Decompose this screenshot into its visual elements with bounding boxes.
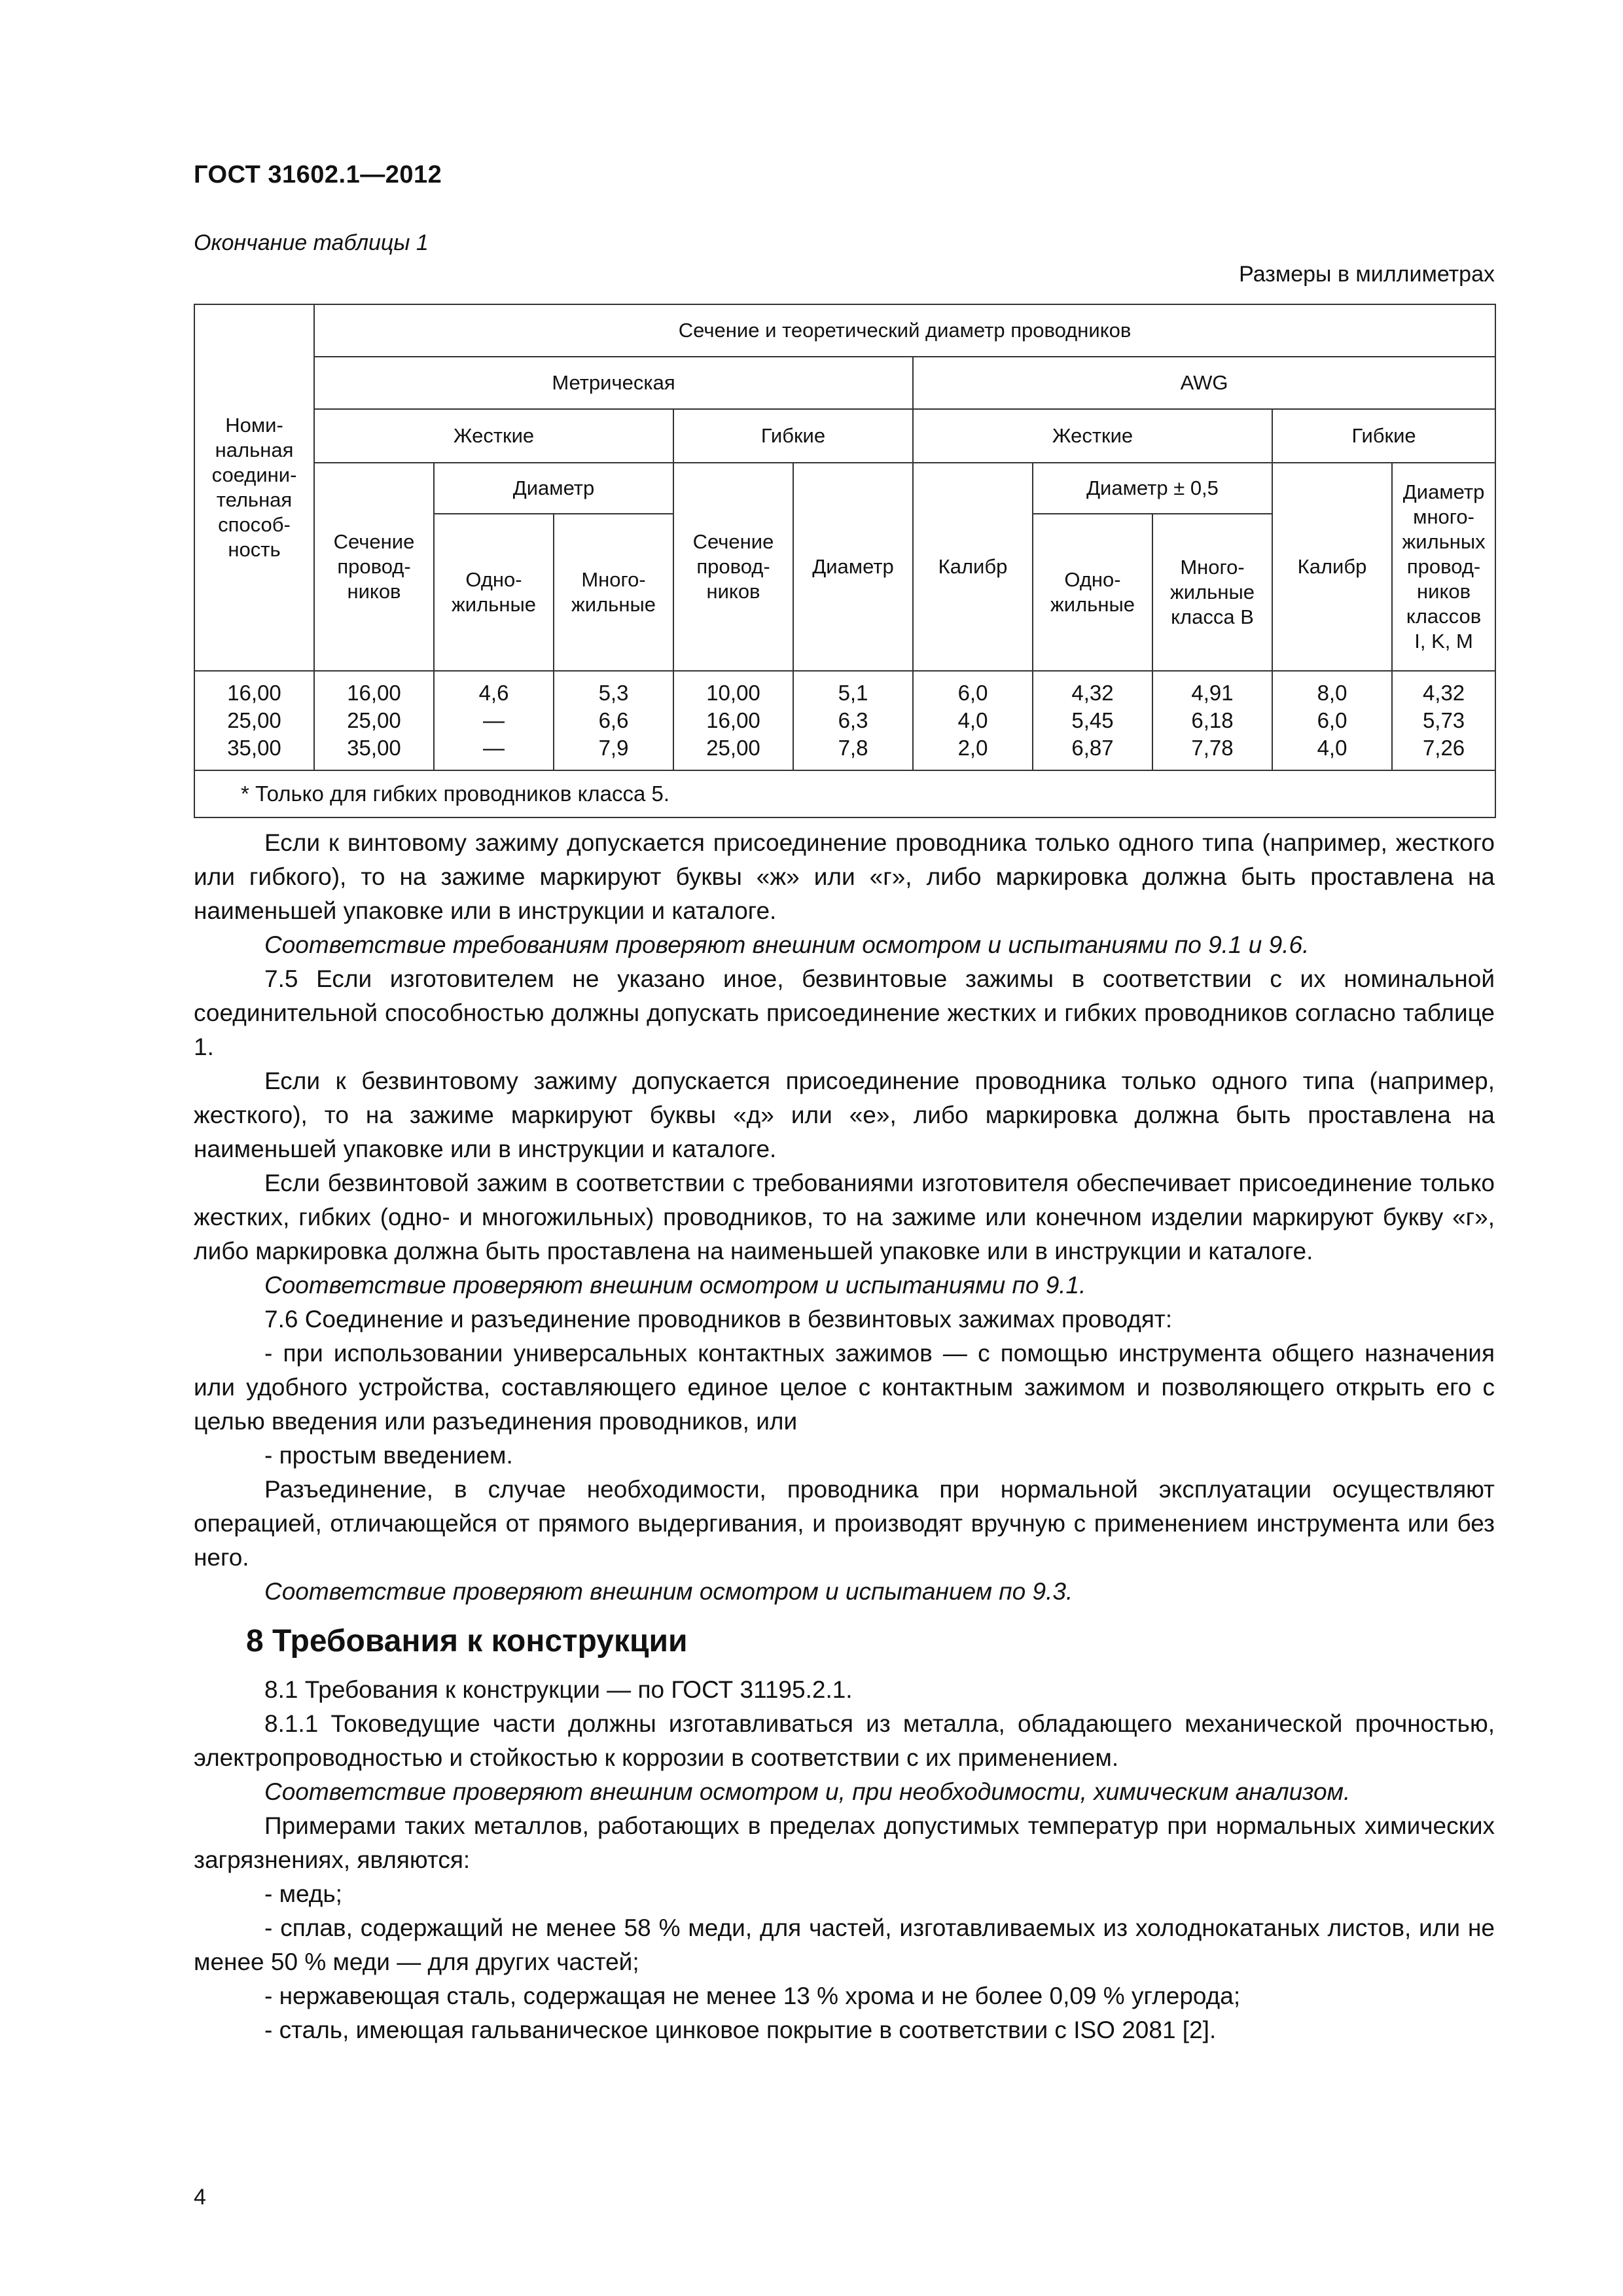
table-units: Размеры в миллиметрах: [1239, 262, 1495, 287]
section-heading: 8 Требования к конструкции: [246, 1624, 688, 1659]
cell-line: соедини-: [211, 463, 297, 486]
cell-line: ников: [347, 580, 401, 603]
cell-line: 5,73: [1422, 708, 1465, 732]
header-rigid-diameter: Диаметр: [434, 463, 673, 514]
table-cell: [913, 671, 1033, 770]
paragraph: Разъединение, в случае необходимости, проводника при нормальной эксплуатации осуществляют операцией, отличающейся от прямого выдергивания, и производят вручную с применением инструмента или без него.: [194, 1476, 1495, 1571]
header-multi-core: [554, 514, 673, 671]
paragraph: 8.1 Требования к конструкции — по ГОСТ 31195.2.1.: [264, 1676, 853, 1703]
cell-line: 4,6: [478, 681, 509, 705]
cell-line: жильные: [1050, 593, 1135, 616]
cell-line: ников: [1417, 580, 1471, 603]
header-awg-single-core: [1033, 514, 1152, 671]
header-section-title: Сечение и теоретический диаметр проводников: [314, 304, 1495, 357]
cell-line: жильные: [1170, 581, 1255, 603]
paragraph: 7.5 Если изготовителем не указано иное, безвинтовые зажимы в соответствии с их номинальной соединительной способностью должны допускать присоединение жестких и гибких проводников согласно таблице 1.: [194, 965, 1495, 1060]
table-cell: [673, 671, 793, 770]
cell-line: 8,0: [1317, 681, 1347, 705]
cell-line: Много-: [1180, 556, 1245, 579]
cell-line: 4,0: [1317, 736, 1347, 760]
document-code: ГОСТ 31602.1—2012: [194, 161, 442, 188]
paragraph: - медь;: [264, 1880, 342, 1907]
paragraph: - простым введением.: [264, 1442, 513, 1469]
header-awg-diameter-tol: Диаметр ± 0,5: [1033, 463, 1272, 514]
cell-line: 7,9: [598, 736, 629, 760]
table-cell: [1152, 671, 1272, 770]
header-metric: Метрическая: [314, 357, 913, 409]
cell-line: провод-: [1406, 555, 1481, 578]
cell-line: Диаметр: [1402, 480, 1485, 503]
cell-line: 25,00: [706, 736, 760, 760]
header-rigid-section: [314, 463, 434, 671]
header-single-core: [434, 514, 554, 671]
cell-line: Одно-: [1064, 568, 1121, 591]
paragraph: - нержавеющая сталь, содержащая не менее 13 % хрома и не более 0,09 % углерода;: [264, 1982, 1241, 2009]
cell-line: 5,45: [1071, 708, 1114, 732]
header-awg: AWG: [913, 357, 1495, 409]
header-flex-diameter: Диаметр: [793, 463, 913, 671]
cell-line: способ-: [218, 513, 291, 536]
paragraph: Соответствие требованиям проверяют внешним осмотром и испытаниями по 9.1 и 9.6.: [264, 931, 1310, 958]
cell-line: классов: [1406, 605, 1482, 628]
paragraph: - сплав, содержащий не менее 58 % меди, для частей, изготавливаемых из холоднокатаных листов, или не менее 50 % меди — для других частей;: [194, 1914, 1495, 1975]
header-awg-rigid: Жесткие: [913, 409, 1272, 463]
cell-line: —: [483, 736, 505, 760]
cell-line: 5,3: [598, 681, 629, 705]
paragraph: Соответствие проверяют внешним осмотром и, при необходимости, химическим анализом.: [264, 1778, 1351, 1805]
cell-line: 6,6: [598, 708, 629, 732]
header-flex-section: [673, 463, 793, 671]
header-nominal: [194, 304, 314, 671]
cell-line: провод-: [337, 555, 411, 578]
table-caption: Окончание таблицы 1: [194, 230, 429, 255]
cell-line: 2,0: [957, 736, 988, 760]
header-metric-flexible: Гибкие: [673, 409, 913, 463]
paragraph: 8.1.1 Токоведущие части должны изготавливаться из металла, обладающего механической прочностью, электропроводностью и стойкостью к коррозии в соответствии с их применением.: [194, 1710, 1495, 1771]
header-awg-rigid-gauge: Калибр: [913, 463, 1033, 671]
table-cell: [793, 671, 913, 770]
cell-line: 5,1: [838, 681, 868, 705]
table-cell: [554, 671, 673, 770]
cell-line: тельная: [216, 488, 293, 511]
cell-line: Сечение: [333, 530, 415, 553]
cell-line: жильные: [452, 593, 536, 616]
paragraph: Если к винтовому зажиму допускается присоединение проводника только одного типа (например, жесткого или гибкого), то на зажиме маркируют буквы «ж» или «г», либо маркировка должна быть проставлена на наименьшей упаковке или в инструкции и каталоге.: [194, 829, 1495, 924]
cell-line: 16,00: [227, 681, 281, 705]
cell-line: ность: [228, 538, 281, 561]
cell-line: ников: [706, 580, 760, 603]
cell-line: 4,91: [1191, 681, 1234, 705]
header-awg-flexible: Гибкие: [1272, 409, 1495, 463]
cell-line: 7,26: [1422, 736, 1465, 760]
paragraph: Если к безвинтовому зажиму допускается присоединение проводника только одного типа (например, жесткого), то на зажиме маркируют буквы «д» или «е», либо маркировка должна быть проставлена на наименьшей упаковке или в инструкции и каталоге.: [194, 1067, 1495, 1162]
cell-line: 25,00: [227, 708, 281, 732]
cell-line: 25,00: [347, 708, 401, 732]
cell-line: —: [483, 708, 505, 732]
table-data-row: [194, 671, 1495, 770]
cell-line: Одно-: [465, 568, 522, 591]
table-cell: [194, 671, 314, 770]
cell-line: 6,18: [1191, 708, 1234, 732]
cell-line: 6,0: [957, 681, 988, 705]
header-awg-flex-diameter: [1392, 463, 1495, 671]
cell-line: 7,8: [838, 736, 868, 760]
table-cell: [1272, 671, 1392, 770]
table-cell: [1392, 671, 1495, 770]
body-text: [194, 826, 1495, 2047]
cell-line: 4,0: [957, 708, 988, 732]
cell-line: Много-: [581, 568, 646, 591]
cell-line: много-: [1413, 505, 1474, 528]
cell-line: провод-: [696, 555, 770, 578]
paragraph: - сталь, имеющая гальваническое цинковое покрытие в соответствии с ISO 2081 [2].: [264, 2017, 1217, 2043]
cell-line: 10,00: [706, 681, 760, 705]
table-footnote: * Только для гибких проводников класса 5.: [194, 770, 1495, 817]
cell-line: Сечение: [692, 530, 774, 553]
header-awg-multi-core: [1152, 514, 1272, 671]
header-awg-flex-gauge: Калибр: [1272, 463, 1392, 671]
header-metric-rigid: Жесткие: [314, 409, 673, 463]
cell-line: 7,78: [1191, 736, 1234, 760]
cell-line: 16,00: [347, 681, 401, 705]
cell-line: жильных: [1402, 530, 1486, 553]
cell-line: 35,00: [227, 736, 281, 760]
cell-line: 6,3: [838, 708, 868, 732]
page-number: 4: [194, 2185, 206, 2210]
conductor-table: [194, 304, 1496, 818]
table-cell: [434, 671, 554, 770]
cell-line: нальная: [215, 439, 294, 461]
cell-line: I, K, M: [1414, 630, 1473, 653]
cell-line: 35,00: [347, 736, 401, 760]
cell-line: 16,00: [706, 708, 760, 732]
cell-line: 6,0: [1317, 708, 1347, 732]
paragraph: Соответствие проверяют внешним осмотром и испытаниями по 9.1.: [264, 1272, 1086, 1299]
paragraph: 7.6 Соединение и разъединение проводников в безвинтовых зажимах проводят:: [264, 1306, 1173, 1333]
cell-line: 4,32: [1071, 681, 1114, 705]
cell-line: жильные: [571, 593, 656, 616]
paragraph: - при использовании универсальных контактных зажимов — с помощью инструмента общего назначения или удобного устройства, составляющего единое целое с контактным зажимом и позволяющего открыть его с целью введения или разъединения проводников, или: [194, 1340, 1495, 1435]
table-cell: [314, 671, 434, 770]
cell-line: класса B: [1171, 605, 1254, 628]
paragraph: Примерами таких металлов, работающих в пределах допустимых температур при нормальных химических загрязнениях, являются:: [194, 1812, 1495, 1873]
cell-line: 4,32: [1422, 681, 1465, 705]
cell-line: 6,87: [1071, 736, 1114, 760]
paragraph: Соответствие проверяют внешним осмотром и испытанием по 9.3.: [264, 1578, 1073, 1605]
paragraph: Если безвинтовой зажим в соответствии с требованиями изготовителя обеспечивает присоединение только жестких, гибких (одно- и многожильных) проводников, то на зажиме или конечном изделии маркируют букву «г», либо маркировка должна быть проставлена на наименьшей упаковке или в инструкции и каталоге.: [194, 1170, 1495, 1265]
cell-line: Номи-: [225, 414, 283, 437]
table-cell: [1033, 671, 1152, 770]
